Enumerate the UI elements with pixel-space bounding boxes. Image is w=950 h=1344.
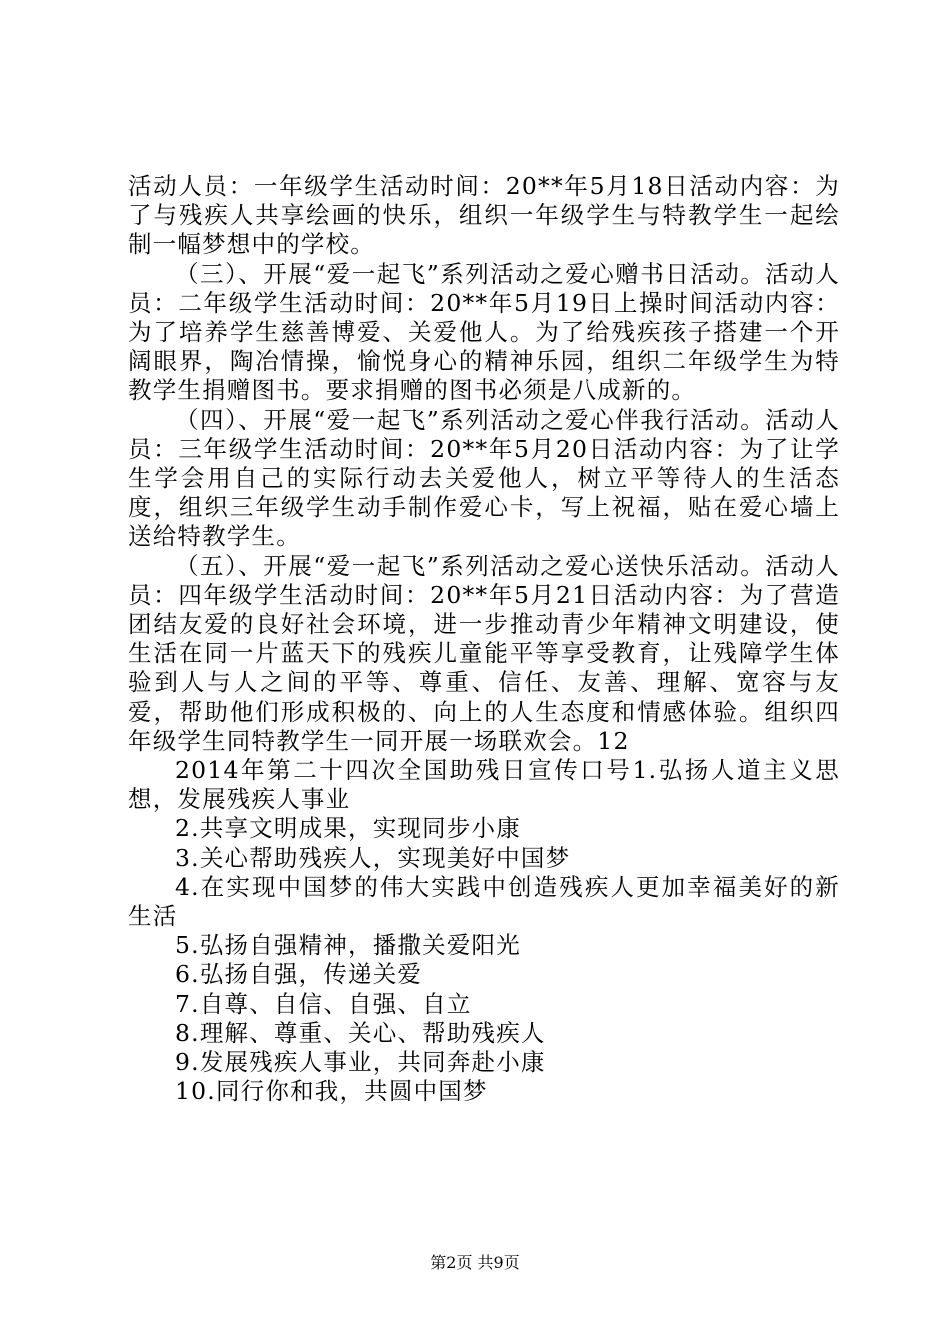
- slogan-item: 9.发展残疾人事业，共同奔赴小康: [175, 1048, 546, 1077]
- document-body: [128, 172, 840, 1107]
- paragraph-activity-3: （三）、开展“爱一起飞”系列活动之爱心赠书日活动。活动人员：二年级学生活动时间：20**年5月19日上操时间活动内容：为了培养学生慈善博爱、关爱他人。为了给残疾孩子搭建一个开阔眼界，陶冶情操，愉悦身心的精神乐园，组织二年级学生为特教学生捐赠图书。要求捐赠的图书必须是八成新的。: [128, 259, 840, 405]
- slogan-item: 8.理解、尊重、关心、帮助残疾人: [175, 1018, 546, 1047]
- slogan-item: 7.自尊、自信、自强、自立: [175, 989, 472, 1018]
- paragraph-activity-5: （五）、开展“爱一起飞”系列活动之爱心送快乐活动。活动人员：四年级学生活动时间：20**年5月21日活动内容：为了营造团结友爱的良好社会环境，进一步推动青少年精神文明建设，使生活在同一片蓝天下的残疾儿童能平等享受教育，让残障学生体验到人与人之间的平等、尊重、信任、友善、理解、宽容与友爱，帮助他们形成积极的、向上的人生态度和情感体验。组织四年级学生同特教学生一同开展一场联欢会。12: [128, 551, 840, 755]
- page-number-footer: 第2页 共9页: [430, 1253, 520, 1272]
- paragraph-slogan-intro: 2014年第二十四次全国助残日宣传口号1.弘扬人道主义思想，发展残疾人事业: [128, 756, 840, 814]
- slogan-item: 2.共享文明成果，实现同步小康: [175, 814, 521, 843]
- slogan-item: 6.弘扬自强，传递关爱: [175, 960, 423, 989]
- slogan-item: 10.同行你和我，共圆中国梦: [175, 1077, 488, 1106]
- paragraph-activity-4: （四）、开展“爱一起飞”系列活动之爱心伴我行活动。活动人员：三年级学生活动时间：20**年5月20日活动内容：为了让学生学会用自己的实际行动去关爱他人，树立平等待人的生活态度，组织三年级学生动手制作爱心卡，写上祝福，贴在爱心墙上送给特教学生。: [128, 405, 840, 551]
- slogan-item: 5.弘扬自强精神，播撒关爱阳光: [175, 931, 521, 960]
- slogan-item: 4.在实现中国梦的伟大实践中创造残疾人更加幸福美好的新生活: [128, 872, 840, 931]
- paragraph-activity-grade-1: 活动人员：一年级学生活动时间：20**年5月18日活动内容：为了与残疾人共享绘画的快乐，组织一年级学生与特教学生一起绘制一幅梦想中的学校。: [128, 172, 840, 259]
- slogan-item: 3.关心帮助残疾人，实现美好中国梦: [175, 843, 571, 872]
